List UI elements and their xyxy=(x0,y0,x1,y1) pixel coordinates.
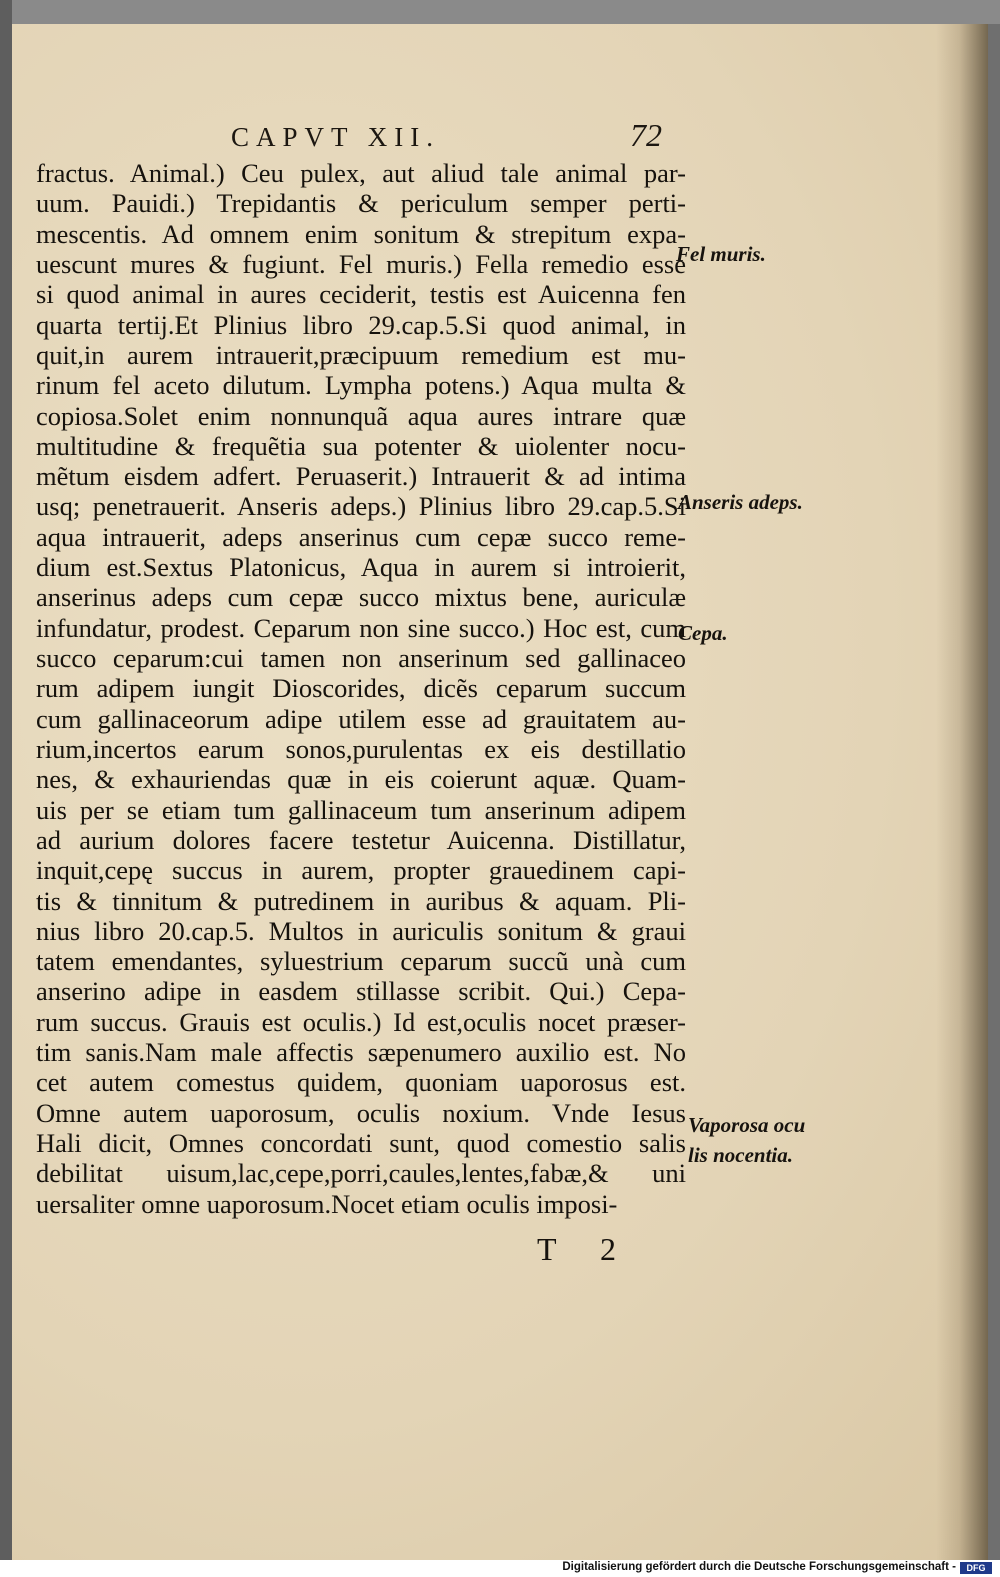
text-line: cum gallinaceorum adipe utilem esse ad grauitatem au- xyxy=(36,703,686,734)
text-line: copiosa.Solet enim nonnunquã aqua aures intrare quæ xyxy=(36,400,686,431)
text-line: tim sanis.Nam male affectis sæpenumero auxilio est. No xyxy=(36,1037,686,1068)
text-line: cet autem comestus quidem, quoniam uaporosus est. xyxy=(36,1067,686,1098)
text-line: nius libro 20.cap.5. Multos in auriculis sonitum & graui xyxy=(36,915,686,946)
text-line: si quod animal in aures ceciderit, testis est Auicenna fen xyxy=(36,279,686,310)
text-line: rum adipem iungit Dioscorides, dicẽs ceparum succum xyxy=(36,673,686,704)
marginal-note-anseris-adeps: Anseris adeps. xyxy=(678,490,803,514)
text-line: infundatur, prodest. Ceparum non sine succo.) Hoc est, cum xyxy=(36,612,686,643)
marginal-note-vaporosa: Vaporosa ocu xyxy=(688,1113,806,1137)
text-line: ad aurium dolores facere testetur Auicenna. Distillatur, xyxy=(36,824,686,855)
text-line: quarta tertij.Et Plinius libro 29.cap.5.Si quod animal, in xyxy=(36,309,686,340)
text-line: inquit,cepę succus in aurem, propter grauedinem capi- xyxy=(36,855,686,886)
text-line: tis & tinnitum & putredinem in auribus & aquam. Pli- xyxy=(36,885,686,916)
page-gutter-shadow xyxy=(936,24,988,1560)
text-line: anserinus adeps cum cepæ succo mixtus bene, auriculæ xyxy=(36,582,686,613)
text-line: anserino adipe in easdem stillasse scribit. Qui.) Cepa- xyxy=(36,976,686,1007)
text-line: usq; penetrauerit. Anseris adeps.) Plinius libro 29.cap.5.Si xyxy=(36,491,686,522)
scan-background-top xyxy=(0,0,1000,24)
text-line: debilitat uisum,lac,cepe,porri,caules,lentes,fabæ,& uni xyxy=(36,1158,686,1189)
text-line: uis per se etiam tum gallinaceum tum anserinum adipem xyxy=(36,794,686,825)
text-line: fractus. Animal.) Ceu pulex, aut aliud tale animal par- xyxy=(36,158,686,188)
text-line: dium est.Sextus Platonicus, Aqua in aurem si introierit, xyxy=(36,552,686,583)
running-head: CAPVT XII. xyxy=(231,122,441,152)
scan-background-left xyxy=(0,0,12,1577)
text-line: succo ceparum:cui tamen non anserinum sed gallinaceo xyxy=(36,643,686,673)
marginal-note-nocentia: lis nocentia. xyxy=(688,1143,794,1167)
text-line: mescentis. Ad omnem enim sonitum & strepitum expa- xyxy=(36,218,686,249)
marginal-note-cepa: Cepa. xyxy=(678,621,728,645)
text-line: nes, & exhauriendas quæ in eis coierunt aquæ. Quam- xyxy=(36,764,686,795)
text-line: mẽtum eisdem adfert. Peruaserit.) Intrauerit & ad intima xyxy=(36,461,686,492)
main-text-block xyxy=(36,158,686,1219)
text-line: rinum fel aceto dilutum. Lympha potens.) Aqua multa & xyxy=(36,370,686,401)
signature-mark: T 2 xyxy=(537,1231,634,1267)
marginal-note-fel-muris: Fel muris. xyxy=(676,242,766,266)
page-number: 72 xyxy=(630,117,662,153)
text-line: rium,incertos earum sonos,purulentas ex eis destillatio xyxy=(36,733,686,764)
text-line: quit,in aurem intrauerit,præcipuum remedium est mu- xyxy=(36,339,686,370)
text-line: uersaliter omne uaporosum.Nocet etiam oculis imposi- xyxy=(36,1188,618,1219)
text-line: Omne autem uaporosum, oculis noxium. Vnde Iesus xyxy=(36,1097,686,1128)
text-line: tatem emendantes, syluestrium ceparum succũ unà cum xyxy=(36,946,686,977)
text-line: uescunt mures & fugiunt. Fel muris.) Fella remedio esse xyxy=(36,248,686,279)
text-line: uum. Pauidi.) Trepidantis & periculum semper perti- xyxy=(36,188,686,219)
dfg-logo-icon: DFG xyxy=(960,1562,992,1574)
text-line: Hali dicit, Omnes concordati sunt, quod comestio salis xyxy=(36,1128,686,1158)
funding-notice: Digitalisierung gefördert durch die Deutsche Forschungsgemeinschaft - xyxy=(562,1561,956,1573)
text-line: rum succus. Grauis est oculis.) Id est,oculis nocet præser- xyxy=(36,1006,686,1037)
text-line: aqua intrauerit, adeps anserinus cum cepæ succo reme- xyxy=(36,521,686,552)
text-line: multitudine & frequẽtia sua potenter & uiolenter nocu- xyxy=(36,430,686,461)
